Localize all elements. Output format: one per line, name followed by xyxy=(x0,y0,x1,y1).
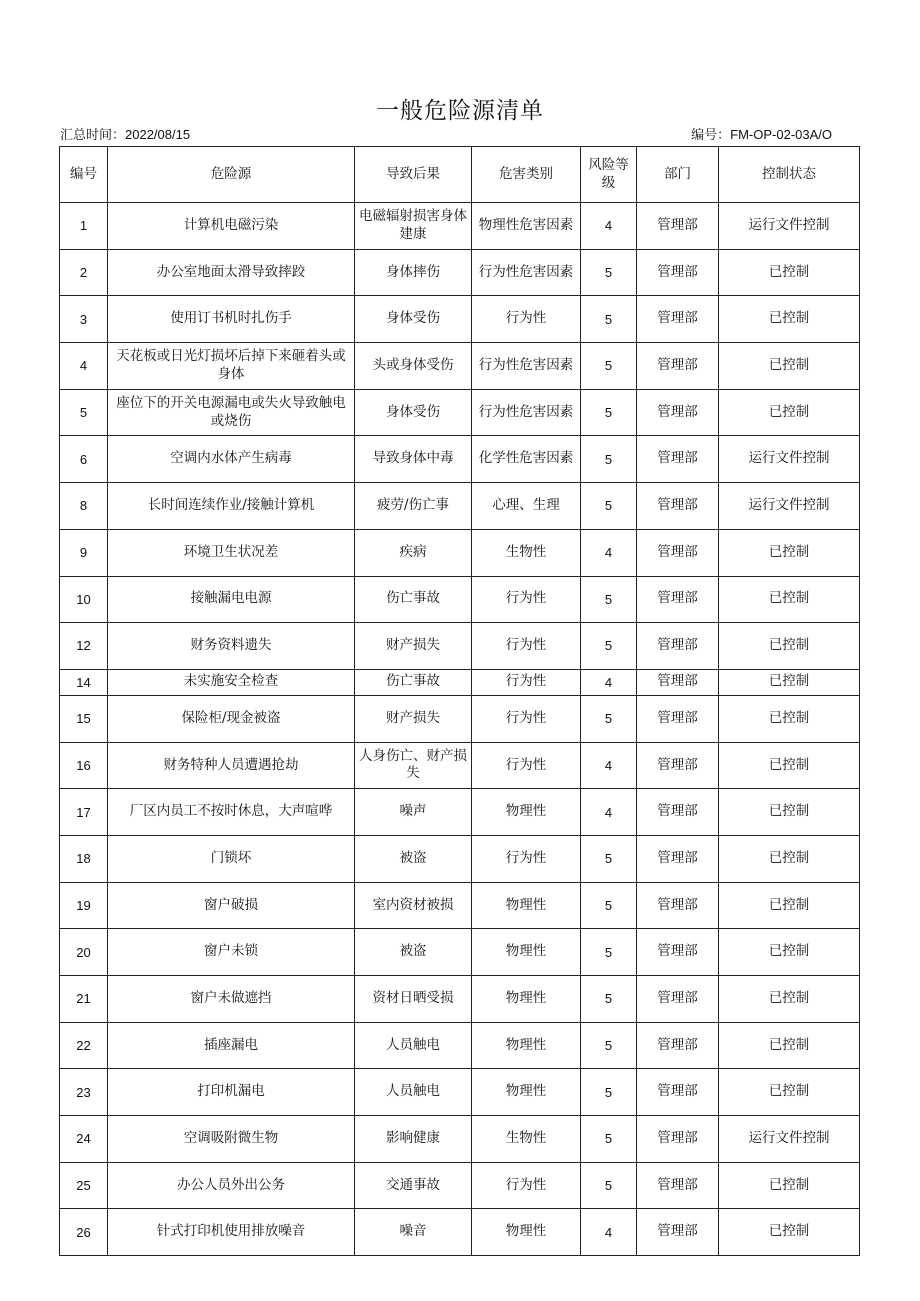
cell-category: 物理性 xyxy=(472,929,581,976)
table-row xyxy=(60,929,860,976)
cell-level: 5 xyxy=(581,695,637,742)
cell-category: 行为性危害因素 xyxy=(472,389,581,436)
cell-hazard: 窗户破损 xyxy=(108,882,355,929)
cell-category: 心理、生理 xyxy=(472,483,581,530)
cell-dept: 管理部 xyxy=(637,669,719,695)
cell-no: 22 xyxy=(60,1022,108,1069)
cell-consequence: 身体受伤 xyxy=(355,296,472,343)
cell-no: 23 xyxy=(60,1069,108,1116)
table-row xyxy=(60,742,860,789)
cell-no: 14 xyxy=(60,669,108,695)
cell-dept: 管理部 xyxy=(637,436,719,483)
cell-level: 5 xyxy=(581,835,637,882)
cell-level: 5 xyxy=(581,296,637,343)
cell-level: 5 xyxy=(581,343,637,390)
cell-no: 21 xyxy=(60,976,108,1023)
cell-category: 生物性 xyxy=(472,529,581,576)
cell-status: 已控制 xyxy=(719,296,860,343)
header-dept: 部门 xyxy=(637,147,719,203)
cell-dept: 管理部 xyxy=(637,343,719,390)
cell-consequence: 影响健康 xyxy=(355,1116,472,1163)
cell-dept: 管理部 xyxy=(637,296,719,343)
table-row xyxy=(60,1116,860,1163)
cell-consequence: 身体摔伤 xyxy=(355,249,472,296)
table-row xyxy=(60,789,860,836)
cell-hazard: 办公室地面太滑导致摔跤 xyxy=(108,249,355,296)
cell-no: 20 xyxy=(60,929,108,976)
table-row xyxy=(60,695,860,742)
cell-status: 已控制 xyxy=(719,529,860,576)
document-code-label: 编号： xyxy=(691,128,731,143)
table-row xyxy=(60,1022,860,1069)
cell-category: 行为性 xyxy=(472,835,581,882)
summary-date-label: 汇总时间： xyxy=(60,128,126,143)
cell-consequence: 室内资材被损 xyxy=(355,882,472,929)
header-level: 风险等级 xyxy=(581,147,637,203)
header-consequence: 导致后果 xyxy=(355,147,472,203)
cell-category: 化学性危害因素 xyxy=(472,436,581,483)
cell-status: 已控制 xyxy=(719,695,860,742)
header-status: 控制状态 xyxy=(719,147,860,203)
cell-category: 行为性 xyxy=(472,1162,581,1209)
cell-category: 物理性 xyxy=(472,976,581,1023)
cell-level: 5 xyxy=(581,389,637,436)
cell-dept: 管理部 xyxy=(637,695,719,742)
cell-dept: 管理部 xyxy=(637,576,719,623)
cell-hazard: 计算机电磁污染 xyxy=(108,203,355,250)
cell-no: 10 xyxy=(60,576,108,623)
cell-consequence: 伤亡事故 xyxy=(355,576,472,623)
cell-hazard: 针式打印机使用排放噪音 xyxy=(108,1209,355,1256)
cell-category: 行为性 xyxy=(472,576,581,623)
cell-no: 1 xyxy=(60,203,108,250)
cell-hazard: 未实施安全检查 xyxy=(108,669,355,695)
cell-consequence: 疾病 xyxy=(355,529,472,576)
cell-category: 行为性 xyxy=(472,623,581,670)
cell-status: 已控制 xyxy=(719,1209,860,1256)
cell-consequence: 噪声 xyxy=(355,789,472,836)
cell-consequence: 人员触电 xyxy=(355,1069,472,1116)
cell-consequence: 交通事故 xyxy=(355,1162,472,1209)
cell-category: 行为性危害因素 xyxy=(472,249,581,296)
cell-no: 15 xyxy=(60,695,108,742)
cell-consequence: 噪音 xyxy=(355,1209,472,1256)
cell-hazard: 天花板或日光灯损坏后掉下来砸着头或身体 xyxy=(108,343,355,390)
cell-hazard: 空调内水体产生病毒 xyxy=(108,436,355,483)
cell-hazard: 环境卫生状况差 xyxy=(108,529,355,576)
cell-category: 行为性 xyxy=(472,695,581,742)
cell-no: 8 xyxy=(60,483,108,530)
table-row xyxy=(60,483,860,530)
cell-hazard: 门锁坏 xyxy=(108,835,355,882)
cell-dept: 管理部 xyxy=(637,742,719,789)
cell-status: 已控制 xyxy=(719,1022,860,1069)
cell-status: 运行文件控制 xyxy=(719,1116,860,1163)
cell-dept: 管理部 xyxy=(637,789,719,836)
table-row xyxy=(60,576,860,623)
cell-no: 12 xyxy=(60,623,108,670)
cell-no: 16 xyxy=(60,742,108,789)
cell-status: 运行文件控制 xyxy=(719,483,860,530)
table-row xyxy=(60,343,860,390)
cell-hazard: 窗户未锁 xyxy=(108,929,355,976)
cell-level: 5 xyxy=(581,1162,637,1209)
cell-status: 已控制 xyxy=(719,976,860,1023)
cell-status: 已控制 xyxy=(719,343,860,390)
cell-level: 5 xyxy=(581,1116,637,1163)
cell-consequence: 财产损失 xyxy=(355,623,472,670)
cell-hazard: 使用订书机时扎伤手 xyxy=(108,296,355,343)
cell-status: 运行文件控制 xyxy=(719,203,860,250)
cell-level: 4 xyxy=(581,203,637,250)
table-row xyxy=(60,623,860,670)
cell-level: 5 xyxy=(581,1069,637,1116)
cell-status: 已控制 xyxy=(719,835,860,882)
cell-category: 物理性 xyxy=(472,882,581,929)
cell-no: 17 xyxy=(60,789,108,836)
cell-hazard: 空调吸附微生物 xyxy=(108,1116,355,1163)
cell-level: 5 xyxy=(581,483,637,530)
header-hazard: 危险源 xyxy=(108,147,355,203)
table-row xyxy=(60,1069,860,1116)
cell-hazard: 财务资料遗失 xyxy=(108,623,355,670)
summary-date-value: 2022/08/15 xyxy=(125,127,191,142)
cell-dept: 管理部 xyxy=(637,1209,719,1256)
cell-category: 物理性 xyxy=(472,1022,581,1069)
cell-hazard: 办公人员外出公务 xyxy=(108,1162,355,1209)
cell-status: 已控制 xyxy=(719,1069,860,1116)
table-row xyxy=(60,669,860,695)
cell-category: 物理性 xyxy=(472,1069,581,1116)
cell-no: 19 xyxy=(60,882,108,929)
cell-dept: 管理部 xyxy=(637,929,719,976)
cell-hazard: 打印机漏电 xyxy=(108,1069,355,1116)
cell-category: 行为性 xyxy=(472,669,581,695)
cell-dept: 管理部 xyxy=(637,483,719,530)
cell-level: 4 xyxy=(581,742,637,789)
cell-level: 5 xyxy=(581,1022,637,1069)
cell-dept: 管理部 xyxy=(637,203,719,250)
cell-dept: 管理部 xyxy=(637,529,719,576)
table-row xyxy=(60,203,860,250)
cell-consequence: 被盗 xyxy=(355,835,472,882)
cell-no: 6 xyxy=(60,436,108,483)
header-category: 危害类别 xyxy=(472,147,581,203)
cell-no: 3 xyxy=(60,296,108,343)
cell-dept: 管理部 xyxy=(637,249,719,296)
cell-no: 26 xyxy=(60,1209,108,1256)
cell-dept: 管理部 xyxy=(637,1116,719,1163)
cell-no: 25 xyxy=(60,1162,108,1209)
document-code-value: FM-OP-02-03A/O xyxy=(730,127,832,142)
table-row xyxy=(60,529,860,576)
cell-consequence: 财产损失 xyxy=(355,695,472,742)
cell-dept: 管理部 xyxy=(637,1022,719,1069)
page-title: 一般危险源清单 xyxy=(376,98,544,124)
cell-level: 4 xyxy=(581,789,637,836)
cell-hazard: 保险柜/现金被盗 xyxy=(108,695,355,742)
cell-level: 4 xyxy=(581,529,637,576)
cell-dept: 管理部 xyxy=(637,835,719,882)
table-row xyxy=(60,296,860,343)
cell-consequence: 电磁辐射损害身体建康 xyxy=(355,203,472,250)
cell-category: 生物性 xyxy=(472,1116,581,1163)
cell-dept: 管理部 xyxy=(637,623,719,670)
cell-status: 已控制 xyxy=(719,789,860,836)
cell-no: 5 xyxy=(60,389,108,436)
cell-no: 4 xyxy=(60,343,108,390)
header-no: 编号 xyxy=(60,147,108,203)
cell-hazard: 长时间连续作业/接触计算机 xyxy=(108,483,355,530)
cell-status: 已控制 xyxy=(719,389,860,436)
cell-status: 运行文件控制 xyxy=(719,436,860,483)
table-row xyxy=(60,882,860,929)
cell-consequence: 身体受伤 xyxy=(355,389,472,436)
document-code xyxy=(691,124,832,143)
cell-consequence: 头或身体受伤 xyxy=(355,343,472,390)
cell-level: 5 xyxy=(581,576,637,623)
cell-hazard: 厂区内员工不按时休息，大声喧哗 xyxy=(108,789,355,836)
cell-category: 物理性 xyxy=(472,1209,581,1256)
cell-no: 9 xyxy=(60,529,108,576)
cell-category: 行为性 xyxy=(472,742,581,789)
cell-status: 已控制 xyxy=(719,669,860,695)
cell-category: 物理性危害因素 xyxy=(472,203,581,250)
table-row xyxy=(60,249,860,296)
hazard-table xyxy=(59,146,860,1256)
cell-level: 4 xyxy=(581,1209,637,1256)
cell-level: 4 xyxy=(581,669,637,695)
cell-consequence: 导致身体中毒 xyxy=(355,436,472,483)
table-row xyxy=(60,436,860,483)
cell-dept: 管理部 xyxy=(637,976,719,1023)
table-header-row xyxy=(60,147,860,203)
cell-status: 已控制 xyxy=(719,882,860,929)
cell-category: 行为性 xyxy=(472,296,581,343)
table-row xyxy=(60,976,860,1023)
cell-status: 已控制 xyxy=(719,249,860,296)
cell-level: 5 xyxy=(581,882,637,929)
cell-hazard: 座位下的开关电源漏电或失火导致触电或烧伤 xyxy=(108,389,355,436)
cell-dept: 管理部 xyxy=(637,1069,719,1116)
cell-consequence: 伤亡事故 xyxy=(355,669,472,695)
summary-date xyxy=(60,124,190,143)
cell-level: 5 xyxy=(581,249,637,296)
cell-no: 2 xyxy=(60,249,108,296)
cell-status: 已控制 xyxy=(719,1162,860,1209)
table-row xyxy=(60,835,860,882)
cell-no: 24 xyxy=(60,1116,108,1163)
cell-consequence: 人员触电 xyxy=(355,1022,472,1069)
cell-dept: 管理部 xyxy=(637,389,719,436)
cell-hazard: 插座漏电 xyxy=(108,1022,355,1069)
cell-level: 5 xyxy=(581,623,637,670)
cell-status: 已控制 xyxy=(719,623,860,670)
cell-dept: 管理部 xyxy=(637,1162,719,1209)
table-row xyxy=(60,1209,860,1256)
cell-consequence: 疲劳/伤亡事 xyxy=(355,483,472,530)
cell-consequence: 被盗 xyxy=(355,929,472,976)
cell-status: 已控制 xyxy=(719,929,860,976)
cell-consequence: 人身伤亡、财产损失 xyxy=(355,742,472,789)
cell-category: 物理性 xyxy=(472,789,581,836)
cell-level: 5 xyxy=(581,976,637,1023)
table-row xyxy=(60,1162,860,1209)
cell-dept: 管理部 xyxy=(637,882,719,929)
cell-hazard: 财务特种人员遭遇抢劫 xyxy=(108,742,355,789)
cell-no: 18 xyxy=(60,835,108,882)
cell-level: 5 xyxy=(581,929,637,976)
cell-category: 行为性危害因素 xyxy=(472,343,581,390)
cell-hazard: 接触漏电电源 xyxy=(108,576,355,623)
table-row xyxy=(60,389,860,436)
cell-status: 已控制 xyxy=(719,576,860,623)
cell-level: 5 xyxy=(581,436,637,483)
cell-consequence: 资材日晒受损 xyxy=(355,976,472,1023)
cell-status: 已控制 xyxy=(719,742,860,789)
cell-hazard: 窗户未做遮挡 xyxy=(108,976,355,1023)
